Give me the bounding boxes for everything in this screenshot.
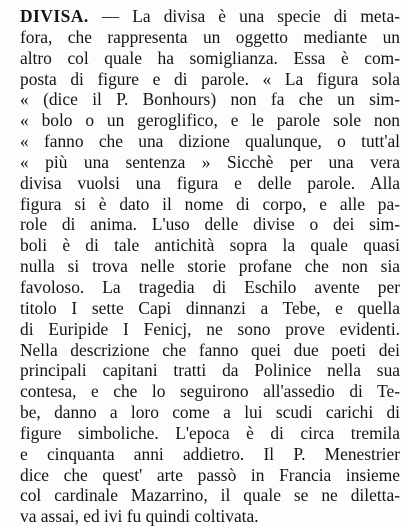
text-line-4: posta di figure e di parole. « La figura sola — [20, 68, 400, 89]
text-line-21: figure simboliche. L'epoca è di circa tremila — [20, 422, 400, 443]
entry-title: DIVISA. — [20, 6, 89, 26]
text-line-11: role di anima. L'uso delle divise o dei sim- — [20, 214, 400, 235]
text-line-7: « fanno che una dizione qualunque, o tutt'al — [20, 131, 400, 152]
text-line-24: col cardinale Mazarrino, il quale se ne diletta- — [20, 485, 400, 506]
text-line-20: be, danno a loro come a lui scudi carichi di — [20, 402, 400, 423]
text-line-25: va assai, ed ivi fu quindi coltivata. — [20, 506, 259, 527]
text-line-15: titolo I sette Capi dinnanzi a Tebe, e quella — [20, 297, 400, 318]
text-line-18: principali capitani tratti da Polinice nella sua — [20, 360, 400, 381]
text-line-2: fora, che rappresenta un oggetto mediante un — [20, 26, 400, 47]
article-text — [20, 6, 400, 527]
text-line-1 — [20, 6, 400, 27]
text-line-22: e cinquanta anni addietro. Il P. Menestrier — [20, 443, 400, 464]
text-line-8: « più una sentenza » Sicchè per una vera — [20, 151, 400, 172]
text-line-9: divisa vuolsi una figura e delle parole. Alla — [20, 172, 400, 193]
text-line-23: dice che quest' arte passò in Francia insieme — [20, 464, 400, 485]
text-line-5: « (dice il P. Bonhours) non fa che un sim- — [20, 89, 400, 110]
text-line-10: figura si è dato il nome di corpo, e alle pa- — [20, 193, 400, 214]
text-line-19: contesa, e che lo seguirono all'assedio di Te- — [20, 381, 400, 402]
text-line-1-content: — La divisa è una specie di meta- — [88, 6, 400, 26]
text-line-6: « bolo o un geroglifico, e le parole sole non — [20, 110, 400, 131]
text-line-13: nulla si trova nelle storie profane che non sia — [20, 256, 400, 277]
text-line-14: favoloso. La tragedia di Eschilo avente per — [20, 276, 400, 297]
text-line-12: boli è di tale antichità sopra la quale quasi — [20, 235, 400, 256]
text-line-3: altro col quale ha somiglianza. Essa è com- — [20, 47, 400, 68]
text-line-17: Nella descrizione che fanno quei due poeti dei — [20, 339, 400, 360]
text-line-16: di Euripide I Fenicj, ne sono prove evidenti. — [20, 318, 400, 339]
